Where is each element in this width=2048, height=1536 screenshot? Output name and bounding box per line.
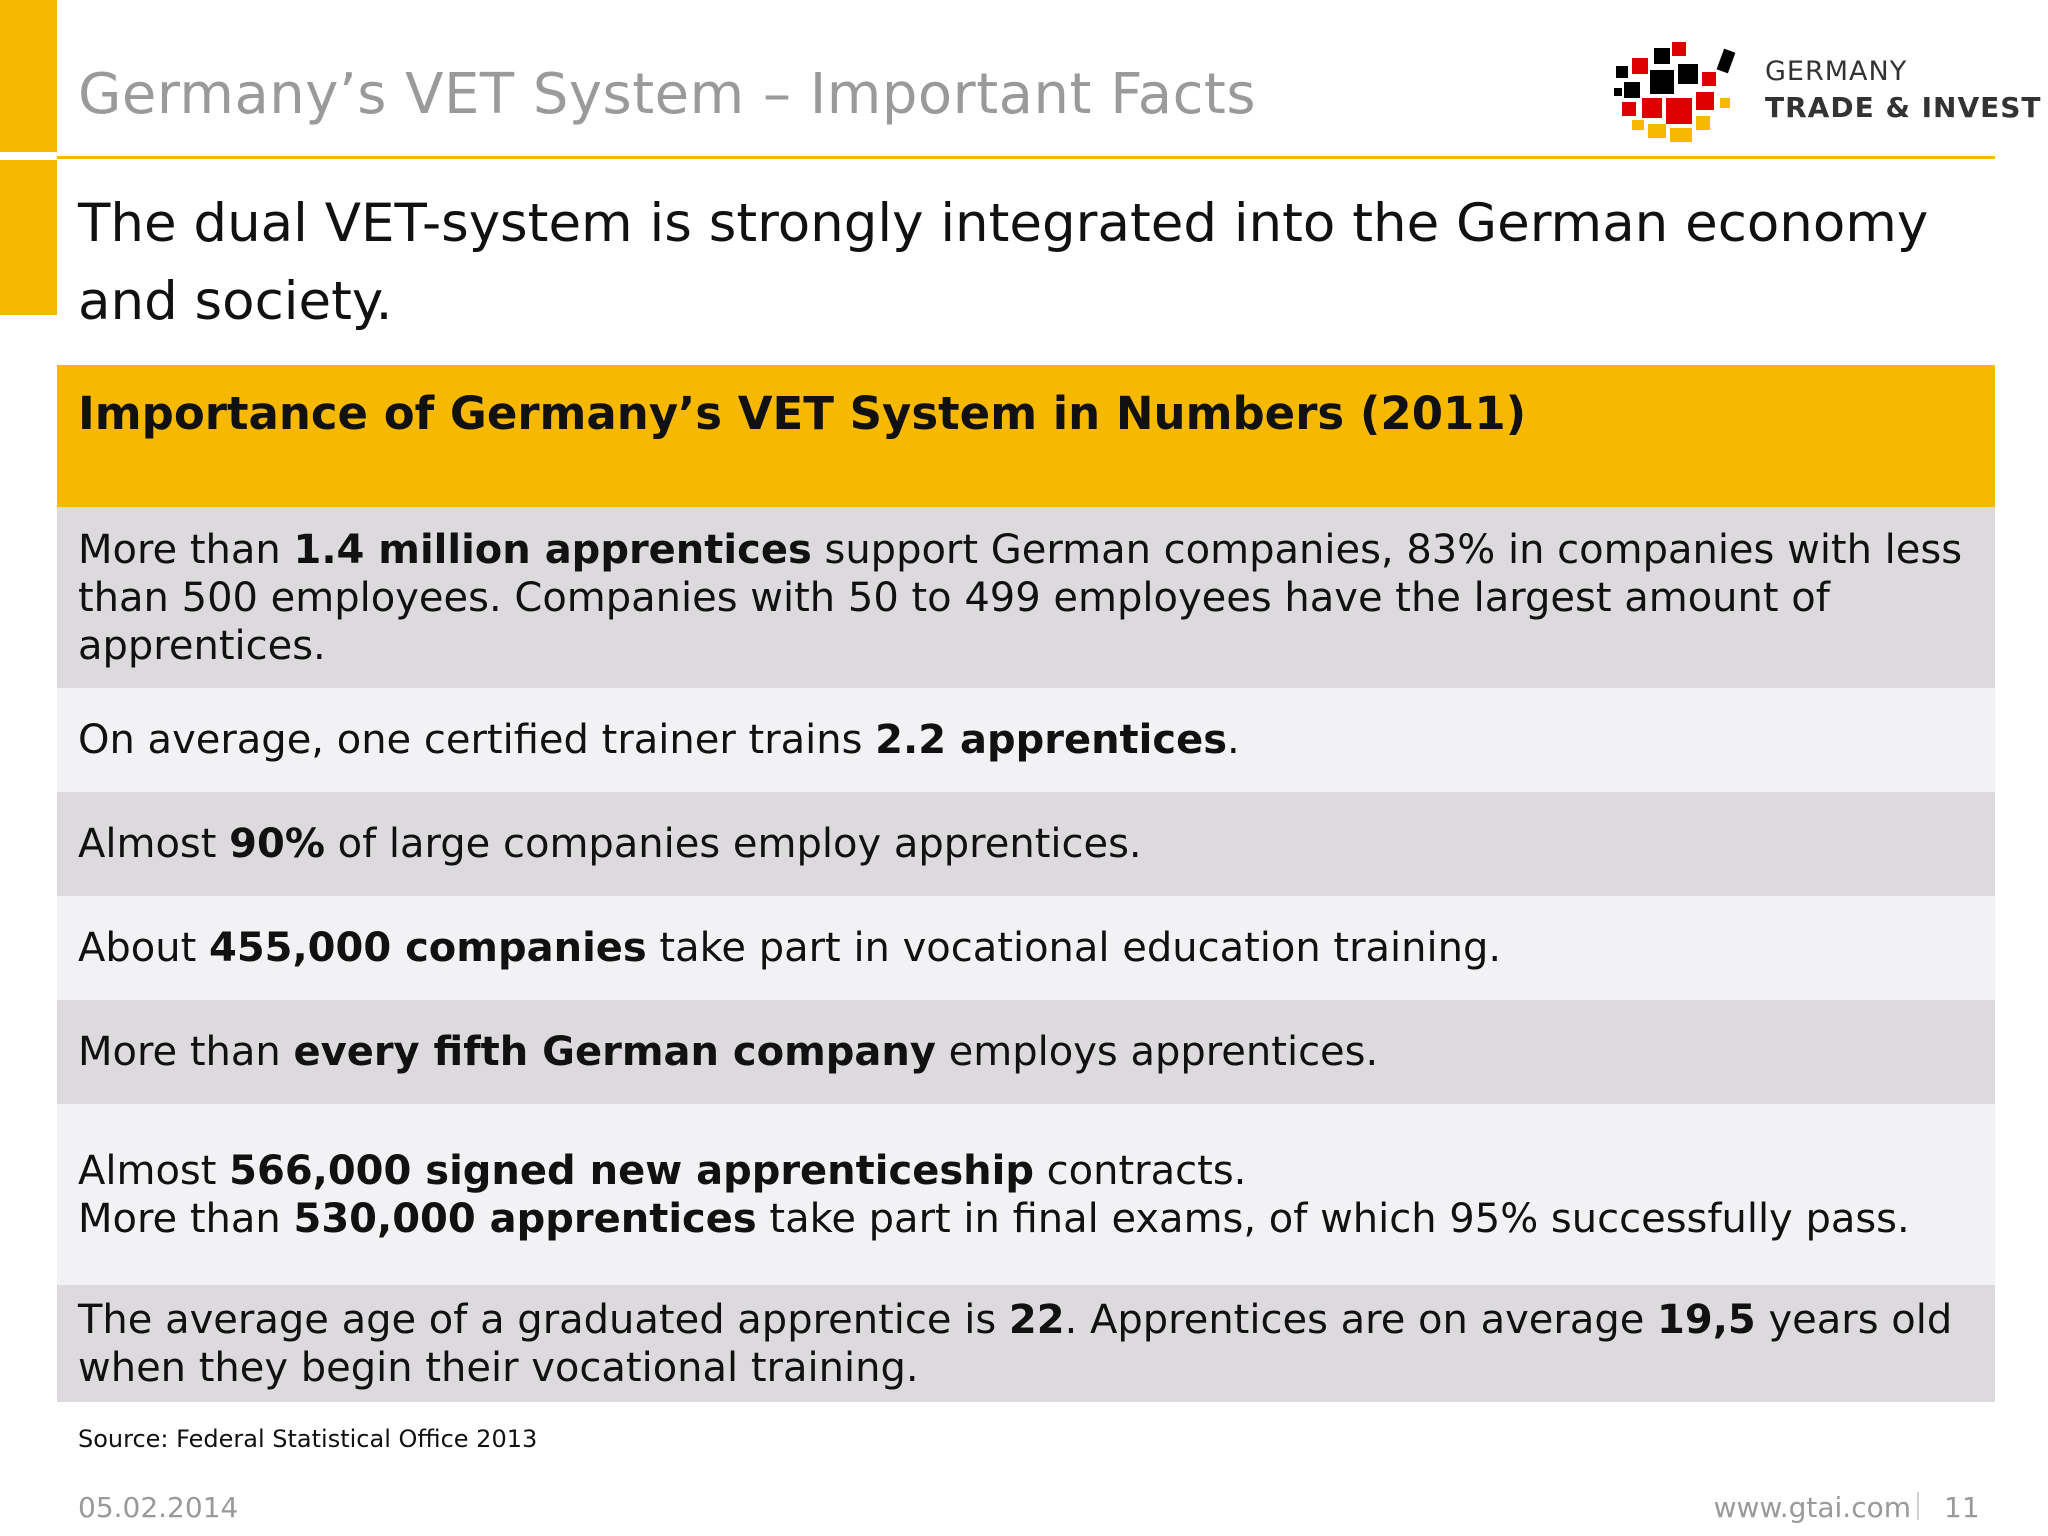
slide-subtitle: The dual VET-system is strongly integrated into the German economy and society. — [78, 193, 1929, 332]
accent-bar-bottom — [0, 160, 57, 315]
table-row — [57, 1285, 1995, 1402]
table-row — [57, 688, 1995, 792]
slide-title: Germany’s VET System – Important Facts — [78, 62, 1257, 127]
row-text: Almost 566,000 signed new apprenticeship contracts. More than 530,000 apprentices take part in final exams, of which 95% successfully pass. — [78, 1147, 1910, 1242]
source-note: Source: Federal Statistical Office 2013 — [78, 1425, 538, 1453]
table-row — [57, 792, 1995, 896]
table-row — [57, 507, 1995, 688]
title-divider — [57, 156, 1995, 159]
footer-website-link[interactable]: www.gtai.com — [1713, 1491, 1911, 1524]
footer-divider — [1917, 1492, 1919, 1520]
logo-text — [1765, 54, 2042, 126]
footer-date: 05.02.2014 — [78, 1491, 239, 1524]
table-header: Importance of Germany’s VET System in Numbers (2011) — [57, 365, 1995, 507]
logo-line-trade-invest: TRADE & INVEST — [1765, 91, 2042, 124]
row-text: On average, one certified trainer trains 2.2 apprentices. — [78, 717, 1240, 763]
row-text: More than every fifth German company employs apprentices. — [78, 1029, 1379, 1075]
table-row — [57, 1000, 1995, 1104]
logo-line-germany: GERMANY — [1765, 56, 1908, 87]
accent-bar-top — [0, 0, 57, 152]
page-number: 11 — [1944, 1491, 1980, 1524]
row-text: More than 1.4 million apprentices support German companies, 83% in companies with less than 500 employees. Companies with 50 to 499 employees have the largest amount of apprentices. — [78, 526, 1963, 669]
table-row — [57, 896, 1995, 1000]
row-text: About 455,000 companies take part in vocational education training. — [78, 925, 1502, 971]
table-row — [57, 1104, 1995, 1285]
row-text: Almost 90% of large companies employ apprentices. — [78, 821, 1142, 867]
row-text: The average age of a graduated apprentice is 22. Apprentices are on average 19,5 years old when they begin their vocational training. — [78, 1296, 1953, 1391]
facts-table — [57, 365, 1995, 1402]
